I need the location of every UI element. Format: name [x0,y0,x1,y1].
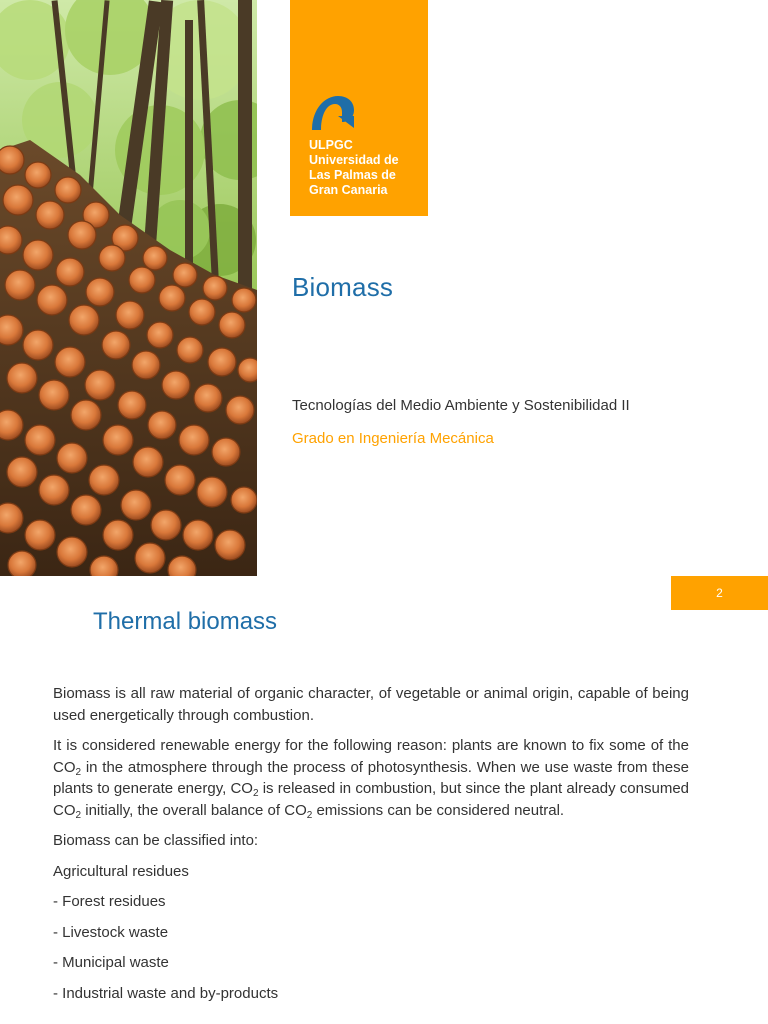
ulpgc-logo-icon [308,92,358,134]
para2-text-3: is released in combustion, but since the plant already consumed [258,780,690,797]
co2-term [53,802,81,819]
co2-subscript: 2 [306,809,313,821]
classify-intro: Biomass can be classified into: [53,832,259,849]
co2-term [230,780,258,797]
ulpgc-logo-text [309,138,399,198]
para2-text-2: in the atmosphere through the process of photosynthesis. When we use waste from these plants to generate energy, [53,758,689,797]
co2-co: CO [284,801,307,819]
ulpgc-logo-panel [290,0,428,216]
co2-term [284,802,312,819]
list-item: - Industrial waste and by-products [53,984,279,1002]
thermal-biomass-slide [0,576,768,1024]
slide-body [53,683,689,1004]
logo-line-universidad: Universidad de [309,153,399,167]
para2-text-5: emissions can be considered neutral. [312,801,565,819]
co2-co: CO [53,801,76,819]
list-item: - Municipal waste [53,954,169,971]
logo-line-ulpgc: ULPGC [309,138,353,152]
logo-line-gran-canaria: Gran Canaria [309,183,388,197]
list-item: Agricultural residues [53,862,189,880]
co2-co: CO [230,780,253,797]
co2-subscript: 2 [75,809,82,821]
page-number-badge: 2 [671,576,768,610]
slide-title: Thermal biomass [93,608,278,635]
definition-paragraph: Biomass is all raw material of organic character, of vegetable or animal origin, capable of being used energetically through combustion. [53,685,689,724]
co2-subscript: 2 [75,766,82,778]
co2-term [53,759,81,776]
list-item: - Forest residues [53,893,166,910]
list-item: - Livestock waste [53,923,169,941]
para2-text-1: It is considered renewable energy for the following reason: plants are known to fix some of the [53,737,689,754]
degree-name: Grado en Ingeniería Mecánica [292,430,494,447]
co2-subscript: 2 [252,788,259,799]
course-subject: Tecnologías del Medio Ambiente y Sostenibilidad II [292,397,630,414]
para2-text-4: initially, the overall balance of [81,801,285,819]
logo-line-las-palmas: Las Palmas de [309,168,396,182]
renewable-paragraph [53,735,689,821]
co2-co: CO [53,758,76,776]
stacked-logs-forest-photo [0,0,257,576]
cover-title: Biomass [292,272,394,302]
